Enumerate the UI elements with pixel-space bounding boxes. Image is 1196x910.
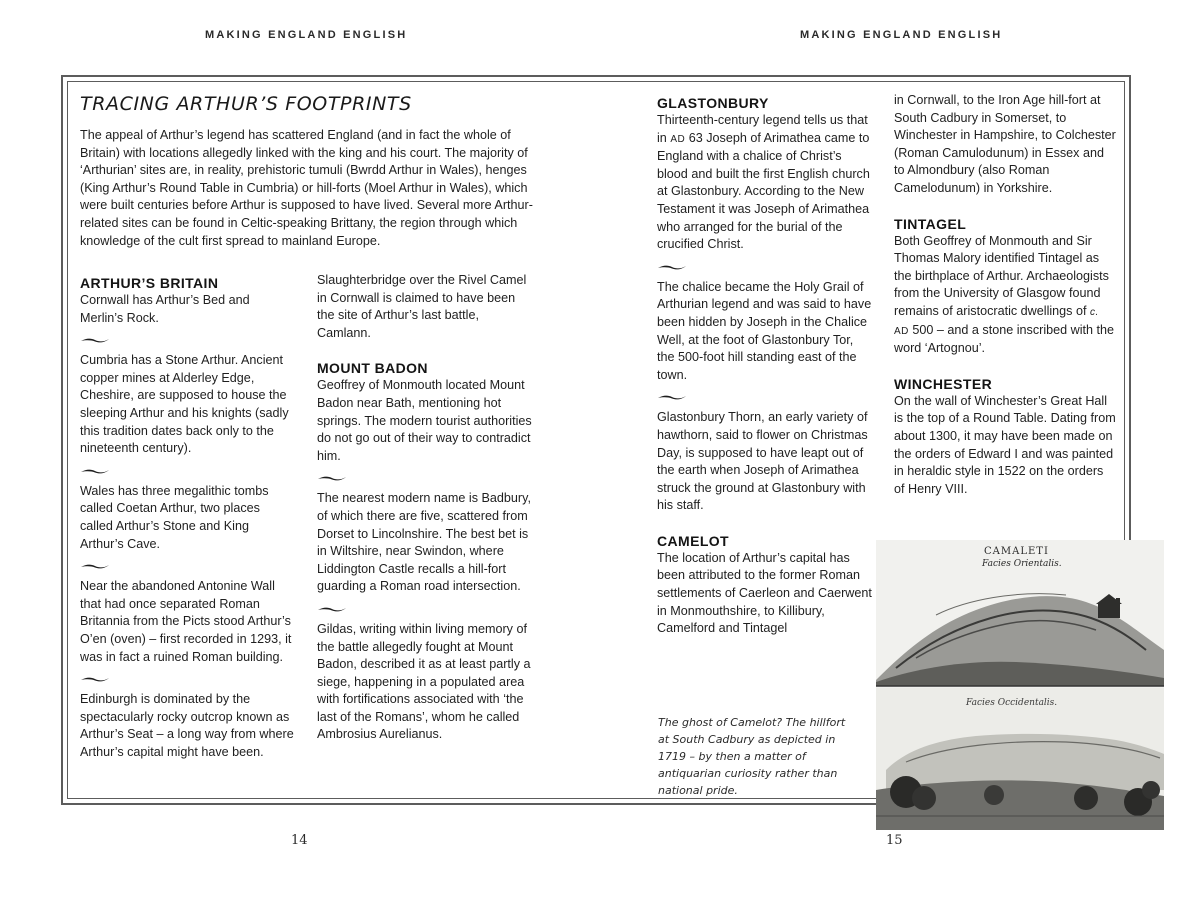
small-caps-circa: c. <box>1089 306 1099 318</box>
glastonbury-para-3: Glastonbury Thorn, an early variety of hawthorn, said to flower on Christmas Day, is supposed to have leapt out of the earth when Joseph of Arimathea struck the ground at Glastonbury with his staff. <box>657 410 868 513</box>
tintagel-para-1-end: 500 – and a stone inscribed with the word ‘Artognou’. <box>894 322 1115 356</box>
swash-ornament-icon <box>80 562 110 570</box>
swash-ornament-icon <box>317 474 347 482</box>
heading-mount-badon: MOUNT BADON <box>317 360 428 377</box>
intro-paragraph <box>80 127 540 250</box>
swash-ornament-icon <box>657 263 687 271</box>
small-caps-ad: AD <box>894 325 909 337</box>
swash-ornament-icon <box>80 467 110 475</box>
running-head-left: MAKING ENGLAND ENGLISH <box>205 29 408 41</box>
image-caption: The ghost of Camelot? The hillfort at South Cadbury as depicted in 1719 – by then a matter of antiquarian curiosity rather than national pride. <box>658 716 846 797</box>
running-head-right: MAKING ENGLAND ENGLISH <box>800 29 1003 41</box>
column-tintagel-winchester <box>894 92 1116 498</box>
feature-title: TRACING ARTHUR’S FOOTPRINTS <box>80 93 412 115</box>
column-arthurs-britain <box>80 274 295 761</box>
heading-winchester: WINCHESTER <box>894 375 993 392</box>
camelot-para-1: The location of Arthur’s capital has been attributed to the former Roman settlements of Caerleon and Caerwent in Monmouthshire, to Killibury, Camelford and Tintagel <box>657 550 872 636</box>
page-number-left: 14 <box>291 833 308 848</box>
glastonbury-para-2: The chalice became the Holy Grail of Arthurian legend and was said to have been hidden by Joseph in the Chalice Well, at the foot of Glastonbury Tor, the 500-foot hill standing east of the town. <box>657 279 872 382</box>
swash-ornament-icon <box>80 336 110 344</box>
heading-camelot: CAMELOT <box>657 532 730 549</box>
tintagel-para-1-start: Both Geoffrey of Monmouth and Sir Thomas Malory identified Tintagel as the birthplace of Arthur. Archaeologists from the University of Glasgow found remains of aristocratic dwellings of <box>894 233 1109 318</box>
arthurs-britain-para-3: Wales has three megalithic tombs called Coetan Arthur, two places called Arthur’s Stone and King Arthur’s Cave. <box>80 483 269 551</box>
tintagel-para-1 <box>894 233 1116 358</box>
arthurs-britain-para-1: Cornwall has Arthur’s Bed and Merlin’s Rock. <box>80 293 250 325</box>
engraving-subtitle-west: Facies Occidentalis. <box>966 698 1058 708</box>
mount-badon-para-3: Gildas, writing within living memory of the battle allegedly fought at Mount Badon, described it as at least partly a siege, happening in a populated area with fortifications associated with ‘the last of the Romans’, whom he called Ambrosius Aurelianus. <box>317 621 531 742</box>
glastonbury-para-1-start: Thirteenth-century legend tells us that in <box>657 113 868 145</box>
intro-text: The appeal of Arthur’s legend has scattered England (and in fact the whole of Britain) with locations allegedly linked with the king and his court. The majority of ‘Arthurian’ sites are, in reality, prehistoric tumuli (Bwrdd Arthur in Wales), henges (King Arthur’s Round Table in Cumbria) or hill-forts (Moel Arthur in Wales), which were built centuries before Arthur is supposed to have lived. Several more Arthur-related sites can be found in Celtic-speaking Brittany, the region through which knowledge of the cult first spread to mainland Europe. <box>80 128 533 248</box>
engraving-illustration <box>876 540 1164 830</box>
swash-ornament-icon <box>80 675 110 683</box>
heading-glastonbury: GLASTONBURY <box>657 95 769 111</box>
engraving-subtitle-east: Facies Orientalis. <box>982 559 1062 569</box>
mount-badon-para-2: The nearest modern name is Badbury, of which there are five, scattered from Dorset to Lincolnshire. The best bet is in Wiltshire, near Swindon, where Liddington Castle recalls a hill-fort guarding a Roman road intersection. <box>317 491 531 594</box>
column-glastonbury <box>657 94 872 638</box>
engraving-title: CAMALETI <box>984 546 1049 557</box>
swash-ornament-icon <box>657 393 687 401</box>
slaughterbridge-para: Slaughterbridge over the Rivel Camel in Cornwall is claimed to have been the site of Arthur’s last battle, Camlann. <box>317 273 527 340</box>
arthurs-britain-para-4: Near the abandoned Antonine Wall that had once separated Roman Britannia from the Picts stood Arthur’s O’en (oven) – first recorded in 1293, it was in fact a ruined Roman building. <box>80 579 292 664</box>
mount-badon-para-1: Geoffrey of Monmouth located Mount Badon near Bath, mentioning hot springs. The modern tourist authorities do not go out of their way to contradict him. <box>317 378 532 463</box>
small-caps-ad: AD <box>670 133 686 145</box>
glastonbury-para-1 <box>657 112 872 254</box>
page-number-right: 15 <box>886 833 903 848</box>
camelot-para-continued: in Cornwall, to the Iron Age hill-fort at South Cadbury in Somerset, to Winchester in Hampshire, to Colchester (Roman Camulodunum) in Essex and to Almondbury (also Roman Camelodunum) in Yorkshire. <box>894 93 1116 195</box>
winchester-para-1: On the wall of Winchester’s Great Hall is the top of a Round Table. Dating from about 1300, it may have been made on the orders of Edward I and was painted in heraldic style in 1522 on the orders of Henry VIII. <box>894 393 1116 496</box>
glastonbury-para-1-end: 63 Joseph of Arimathea came to England with a chalice of Christ’s blood and built the first English church at Glastonbury. According to the New Testament it was Joseph of Arimathea who arranged for the burial of the crucified Christ. <box>657 130 870 252</box>
arthurs-britain-para-2: Cumbria has a Stone Arthur. Ancient copper mines at Alderley Edge, Cheshire, are supposed to house the sleeping Arthur and his knights (sadly this tradition dates back only to the nineteenth century). <box>80 353 289 456</box>
arthurs-britain-para-5: Edinburgh is dominated by the spectacularly rocky outcrop known as Arthur’s Seat – a long way from where Arthur’s capital might have been. <box>80 692 294 759</box>
heading-tintagel: TINTAGEL <box>894 215 967 232</box>
heading-arthurs-britain: ARTHUR’S BRITAIN <box>80 275 219 291</box>
column-mount-badon <box>317 272 532 744</box>
swash-ornament-icon <box>317 605 347 613</box>
camelot-engraving-image <box>876 540 1164 830</box>
